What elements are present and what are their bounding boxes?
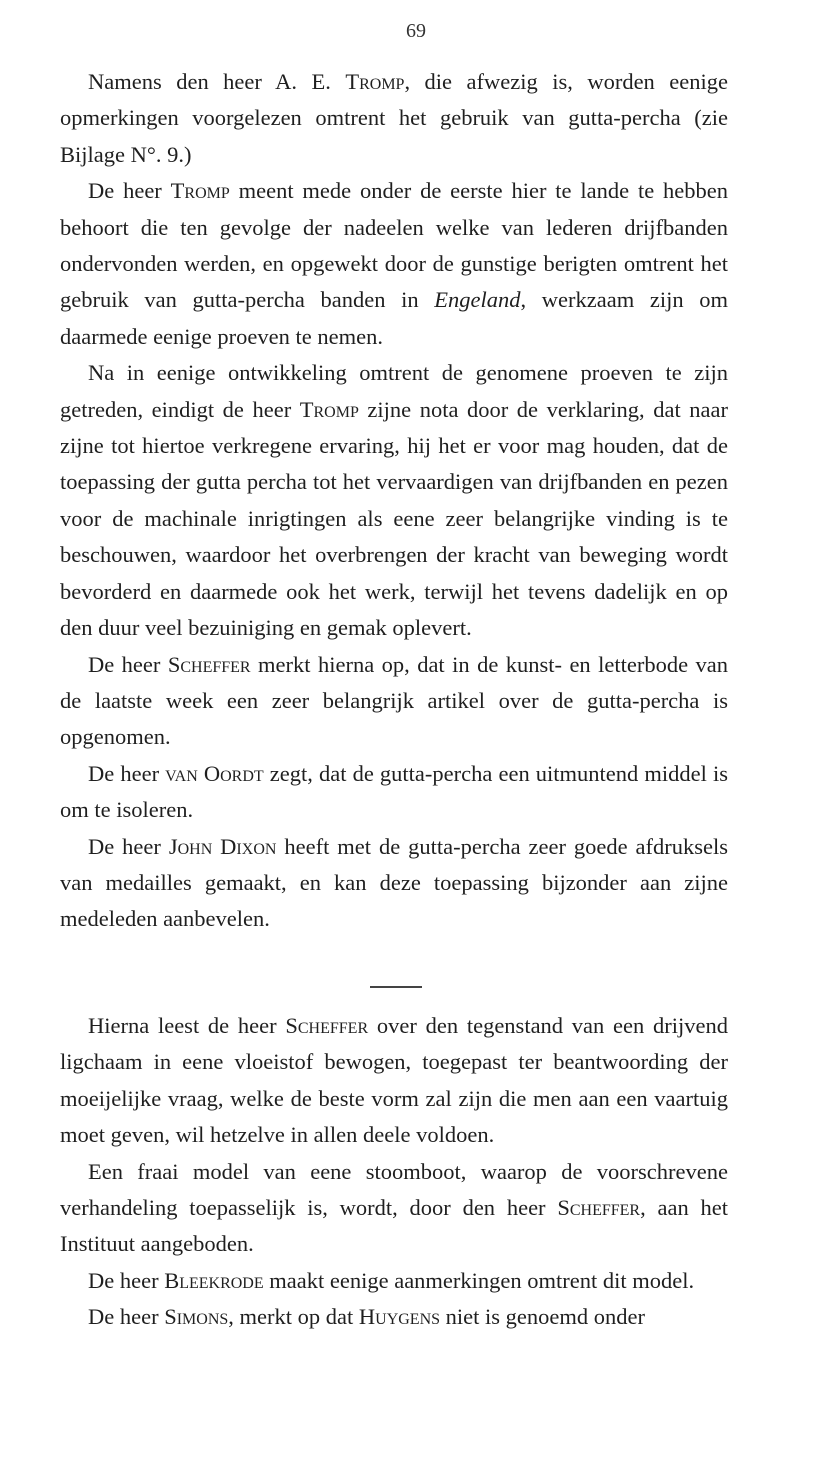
- place-engeland: Engeland: [434, 287, 521, 313]
- name-bleekrode: Bleekrode: [164, 1267, 264, 1293]
- paragraph-simons: De heer Simons, merkt op dat Huygens niet is genoemd onder: [88, 1304, 645, 1330]
- paragraph-tromp-conclusion: Na in eenige ontwikkeling omtrent de genomene proeven te zijn getreden, eindigt de heer Tromp zijne nota door de verklaring, dat naar zijne tot hiertoe verkregene ervaring, hij het er voor mag houden, dat de toepassing der gutta percha tot het vervaardigen van drijfbanden en pezen voor de machinale inrigtingen als eene zeer belangrijke vinding is te beschouwen, waardoor het overbrengen der kracht van beweging wordt bevorderd en daarmede ook het werk, terwijl het tevens dadelijk en op den duur veel bezuiniging en gemak oplevert.: [60, 360, 728, 641]
- paragraph-scheffer-article: De heer Scheffer merkt hierna op, dat in de kunst- en letterbode van de laatste week een zeer belangrijk artikel over de gutta-percha is opgenomen.: [60, 651, 729, 750]
- paragraph-van-oordt: De heer van Oordt zegt, dat de gutta-percha een uitmuntend middel is om te isoleren.: [60, 760, 728, 823]
- name-scheffer: Scheffer: [557, 1195, 641, 1221]
- name-tromp: Tromp: [345, 69, 405, 94]
- paragraph-steamboat-model: Een fraai model van eene stoomboot, waarop de voorschrevene verhandeling toepasselijk is, wordt, door den heer Scheffer, aan het Instituut aangeboden.: [60, 1158, 728, 1257]
- name-van-oordt: van Oordt: [165, 760, 264, 786]
- name-john-dixon: John Dixon: [168, 833, 277, 859]
- section-divider: [370, 986, 422, 988]
- paragraph-scheffer-lecture: Hierna leest de heer Scheffer over den tegenstand van een drijvend ligchaam in eene vloeistof bewogen, toegepast ter beantwoording der moeijelijke vraag, welke de beste vorm zal zijn die men aan een vaartuig moet geven, wil hetzelve in allen deele voldoen.: [60, 1013, 728, 1148]
- name-tromp: Tromp: [170, 178, 230, 204]
- paragraph-tromp-belts: De heer Tromp meent mede onder de eerste hier te lande te hebben behoort die ten gevolge der nadeelen welke van lederen drijfbanden ondervonden werden, en opgewekt door de gunstige berigten omtrent het gebruik van gutta-percha banden in Engeland, werkzaam zijn om daarmede eenige proeven te nemen.: [60, 178, 729, 349]
- name-tromp: Tromp: [299, 396, 359, 422]
- name-simons: Simons: [164, 1304, 229, 1330]
- paragraph-bleekrode: De heer Bleekrode maakt eenige aanmerkingen omtrent dit model.: [88, 1267, 695, 1293]
- paragraph-john-dixon: De heer John Dixon heeft met de gutta-percha zeer goede afdruksels van medailles gemaakt, en kan deze toepassing bijzonder aan zijne medeleden aanbevelen.: [60, 833, 729, 932]
- paragraph-tromp-remarks: Namens den heer A. E. Tromp, die afwezig is, worden eenige opmerkingen voorgelezen omtrent het gebruik van gutta-percha (zie Bijlage N°. 9.): [60, 69, 728, 167]
- name-scheffer: Scheffer: [167, 651, 251, 677]
- name-scheffer: Scheffer: [285, 1013, 369, 1038]
- name-huygens: Huygens: [358, 1304, 441, 1330]
- text-block-minutes: [60, 64, 728, 938]
- text-block-scheffer-paper: [60, 1008, 728, 1336]
- page-number: 69: [406, 20, 426, 42]
